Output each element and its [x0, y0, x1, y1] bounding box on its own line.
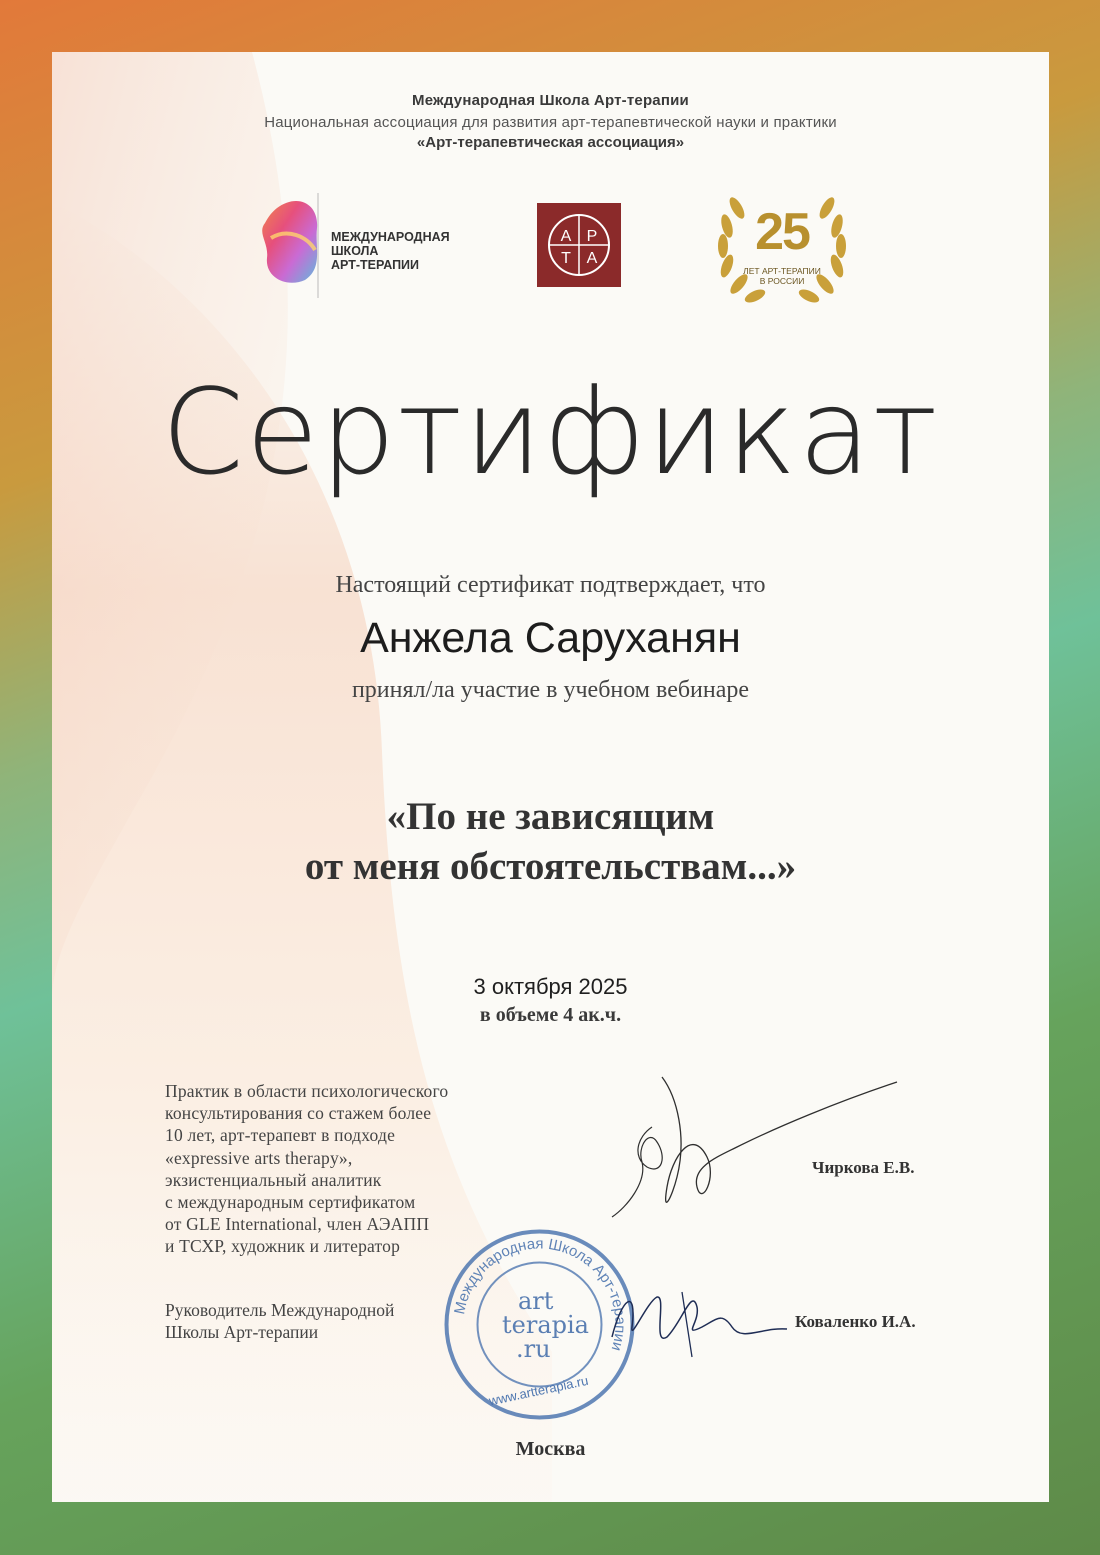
lecturer-description-line: экзистенциальный аналитик [165, 1169, 382, 1190]
anniversary-number: 25 [755, 203, 809, 261]
head-description-line: Школы Арт-терапии [165, 1322, 319, 1342]
svg-text:Р: Р [586, 228, 598, 245]
school-logo-text: МЕЖДУНАРОДНАЯ ШКОЛА АРТ-ТЕРАПИИ [331, 230, 450, 272]
header-association: Национальная ассоциация для развития арт-терапевтической науки и практики [264, 114, 837, 131]
certificate-title: Сертификат [161, 363, 940, 501]
lecturer-description-line: Практик в области психологического [165, 1081, 449, 1101]
stamp-ring-text: Международная Школа Арт-терапии [451, 1235, 629, 1353]
header-school-name: Международная Школа Арт-терапии [412, 92, 689, 109]
city: Москва [515, 1438, 586, 1460]
head-description-line: Руководитель Международной [165, 1300, 395, 1320]
confirm-text: Настоящий сертификат подтверждает, что [335, 572, 766, 598]
recipient-name: Анжела Саруханян [360, 614, 741, 662]
school-logo [257, 188, 487, 303]
stamp-center-line1: art [518, 1287, 554, 1315]
anniversary-caption: ЛЕТ АРТ-ТЕРАПИИ В РОССИИ [743, 266, 821, 286]
lecturer-description-line: 10 лет, арт-терапевт в подходе [165, 1125, 396, 1146]
lecturer-description-line: и ТСХР, художник и литератор [165, 1236, 401, 1257]
head-signature [592, 1267, 792, 1367]
lecturer-name: Чиркова Е.В. [812, 1158, 915, 1177]
anniversary-logo [707, 188, 857, 308]
lecturer-description-line: от GLE International, член АЭАПП [165, 1214, 430, 1235]
paint-splash-icon [257, 188, 327, 303]
course-title [52, 792, 1049, 892]
event-date: 3 октября 2025 [473, 974, 628, 999]
course-title-line1: «По не зависящим [386, 795, 715, 838]
stamp-center-line3: .ru [516, 1335, 551, 1363]
hours-volume: в объеме 4 ак.ч. [479, 1004, 622, 1026]
course-title-line2: от меня обстоятельствам...» [304, 845, 797, 888]
lecturer-description-line: с международным сертификатом [165, 1192, 416, 1213]
header-association-name: «Арт-терапевтическая ассоциация» [416, 134, 685, 151]
lecturer-description-line: консультирования со стажем более [165, 1103, 432, 1124]
svg-text:А: А [586, 250, 598, 267]
svg-text:А: А [560, 228, 572, 245]
stamp-url: www.artterapia.ru [487, 1372, 590, 1409]
ata-logo [537, 203, 621, 287]
lecturer-description-line: «expressive arts therapy», [165, 1147, 353, 1168]
lecturer-signature [607, 1067, 907, 1227]
certificate-page [52, 52, 1049, 1502]
head-name: Коваленко И.А. [795, 1312, 916, 1331]
stamp-center-line2: terapia [502, 1311, 589, 1339]
svg-text:Т: Т [561, 250, 571, 267]
participation-text: принял/ла участие в учебном вебинаре [351, 677, 750, 703]
